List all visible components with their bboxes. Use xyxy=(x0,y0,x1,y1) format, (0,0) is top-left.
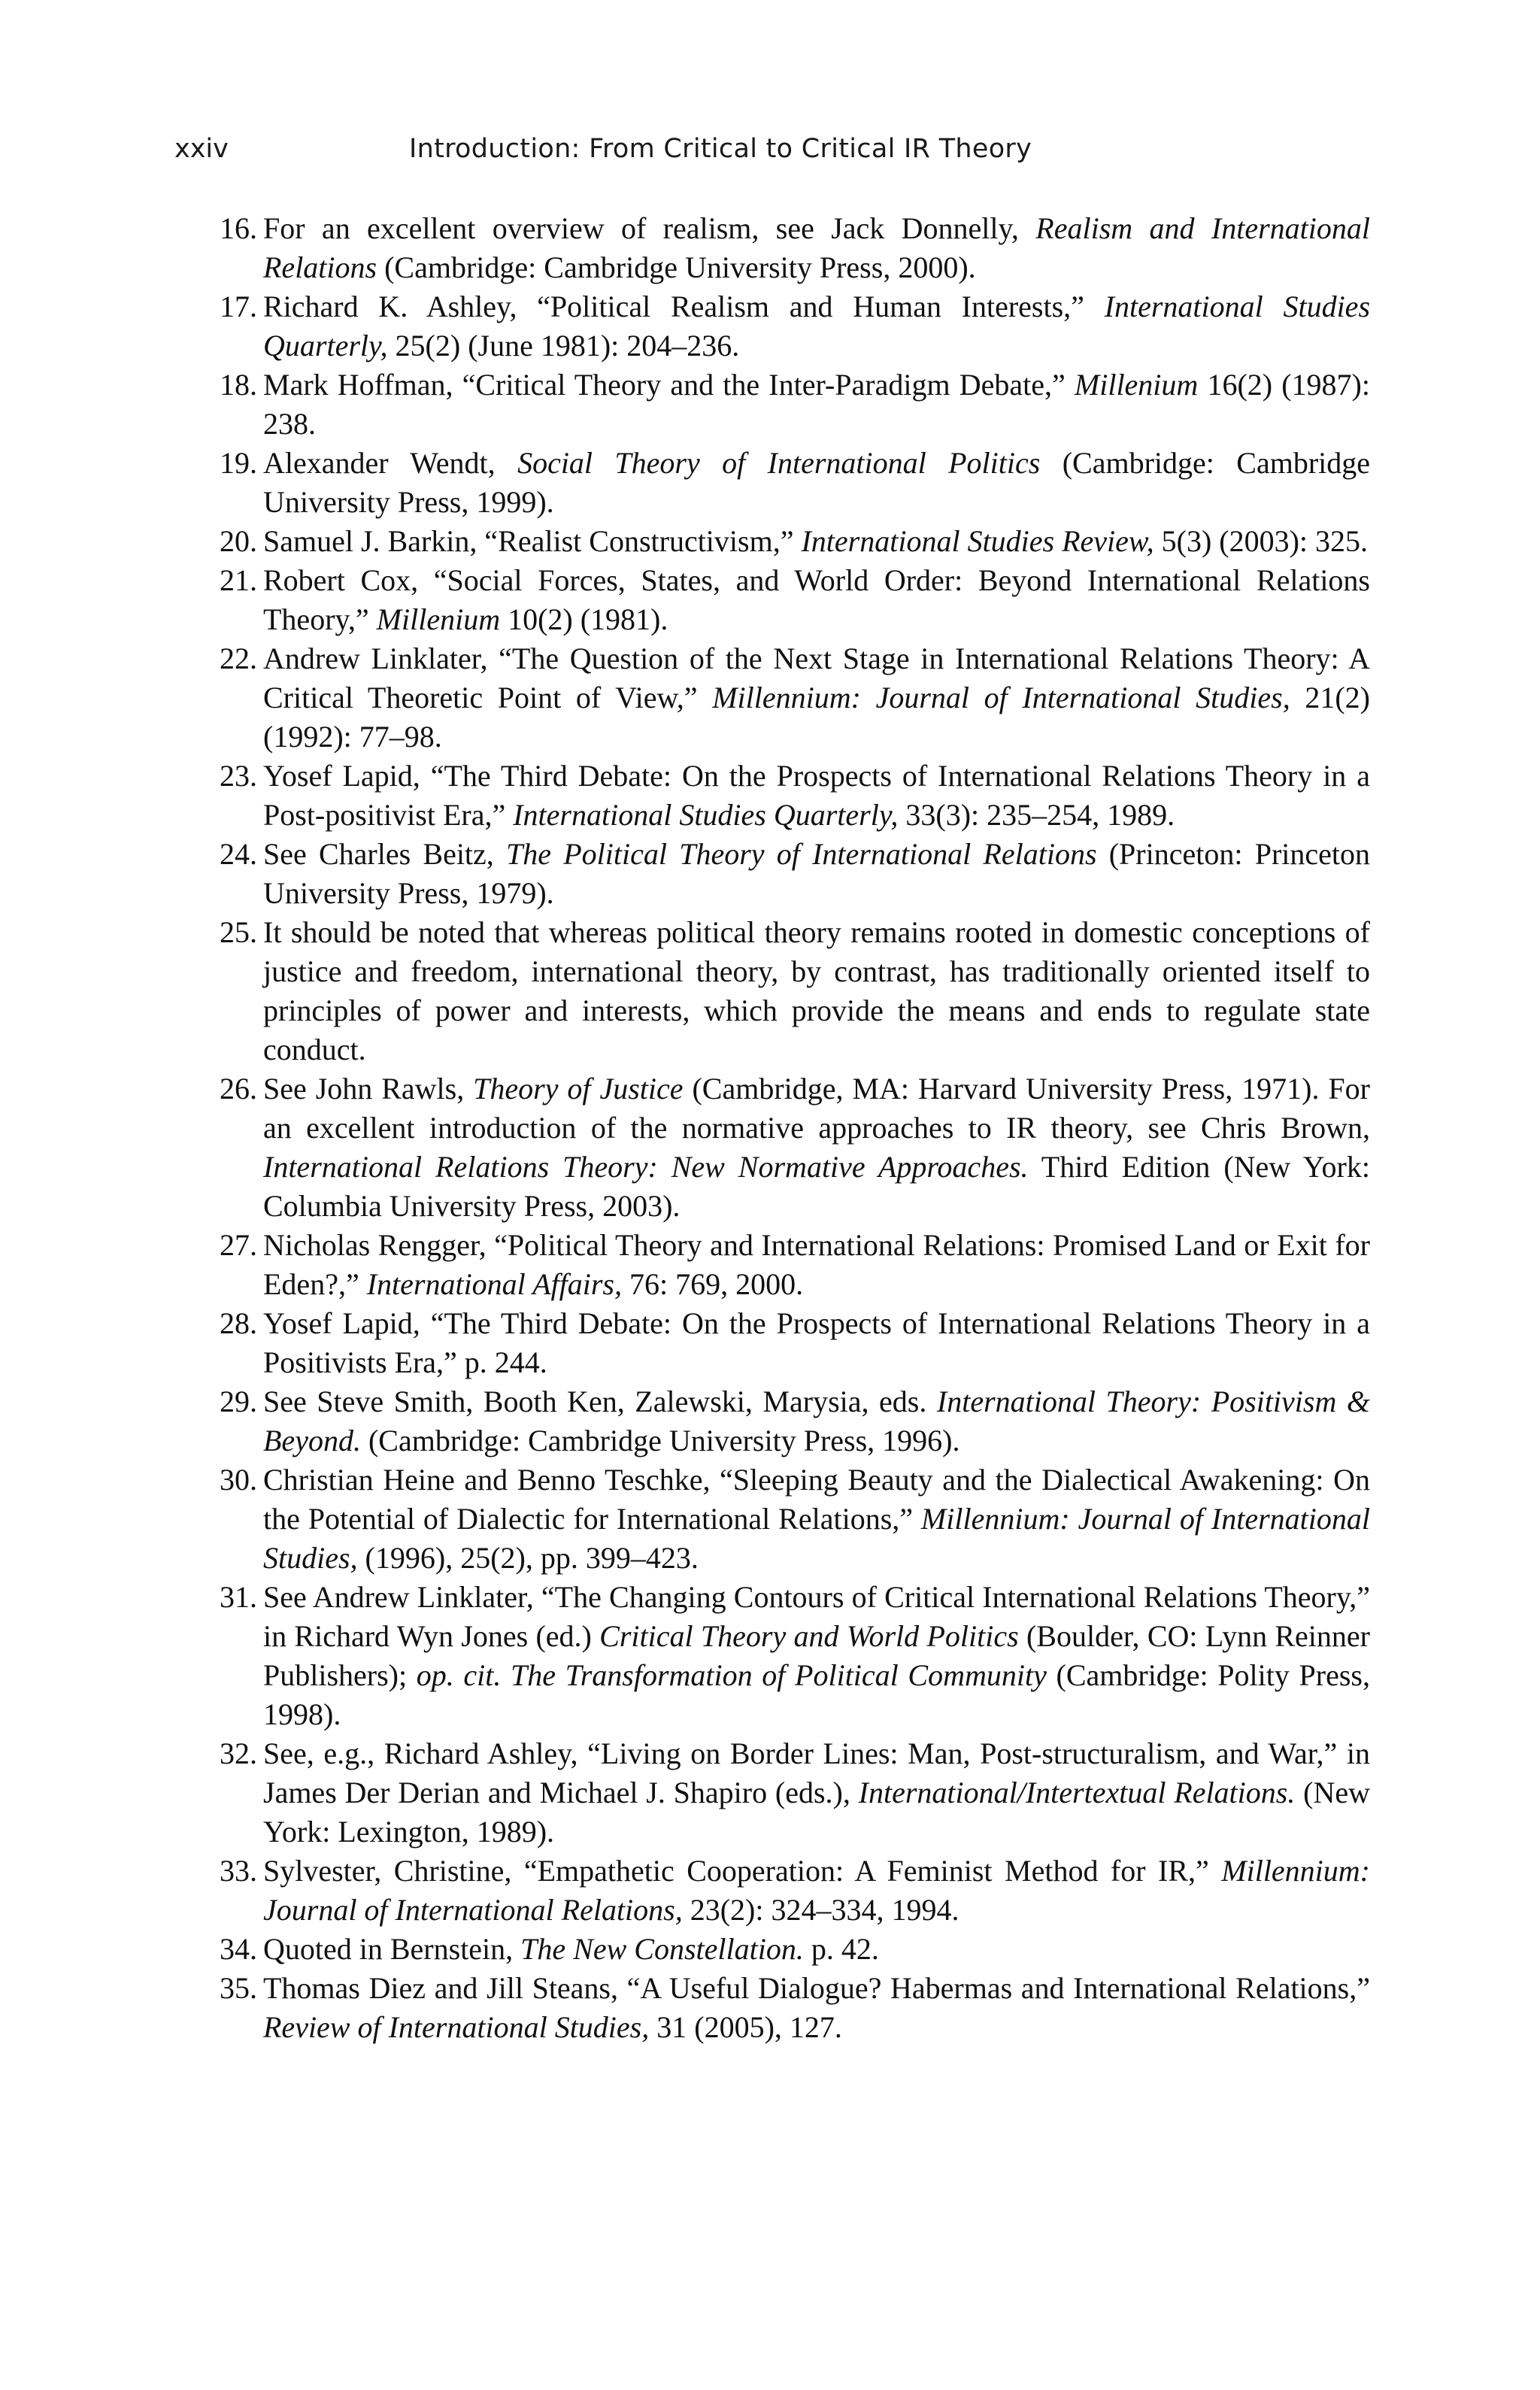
endnote-number: 32. xyxy=(220,1736,257,1770)
endnote-text-segment: p. 42. xyxy=(803,1932,879,1966)
page-number: xxiv xyxy=(174,134,229,164)
endnote-title-italic: Critical Theory and World Politics xyxy=(599,1619,1019,1653)
endnote-title-italic: International/Intertextual Relations. xyxy=(858,1776,1296,1809)
endnote-text-segment: Christian Heine and Benno Teschke, “Sleeping Beauty and the Dialectical Awakening: On the Potential of Dialectic for International Relations,” xyxy=(263,1463,1370,1536)
endnote-text xyxy=(263,209,1370,287)
endnote-text xyxy=(263,1382,1370,1460)
endnote-text xyxy=(263,522,1370,561)
endnote-17 xyxy=(174,287,1370,365)
endnote-text-segment: 76: 769, 2000. xyxy=(621,1267,804,1301)
endnote-text-segment: (Cambridge: Cambridge University Press, 1999). xyxy=(263,446,1371,519)
endnote-number: 19. xyxy=(220,446,257,480)
running-head xyxy=(174,134,1393,179)
endnote-number: 23. xyxy=(220,759,257,793)
endnote-title-italic: Millennium: Journal of International Studies, xyxy=(712,681,1290,714)
endnote-text xyxy=(263,1578,1370,1734)
endnote-text xyxy=(263,287,1370,365)
endnote-number: 29. xyxy=(220,1385,257,1418)
endnote-title-italic: Theory of Justice xyxy=(473,1072,684,1106)
endnote-text-segment: 31 (2005), 127. xyxy=(649,2010,842,2044)
endnote-title-italic: International Affairs, xyxy=(366,1267,622,1301)
endnote-text-segment: See Andrew Linklater, “The Changing Contours of Critical International Relations Theory,” in Richard Wyn Jones (ed.) xyxy=(263,1580,1370,1653)
endnote-text-segment: Third Edition (New York: Columbia University Press, 2003). xyxy=(263,1150,1370,1223)
endnote-24 xyxy=(174,835,1370,913)
running-title: Introduction: From Critical to Critical IR Theory xyxy=(409,134,1032,164)
endnote-number: 35. xyxy=(220,1971,257,2005)
endnote-title-italic: Millennium: Journal of International Studies, xyxy=(263,1502,1371,1575)
endnote-text-segment: (Cambridge: Cambridge University Press, 1996). xyxy=(360,1424,960,1457)
endnote-text xyxy=(263,1969,1370,2047)
endnote-number: 34. xyxy=(220,1932,257,1966)
endnote-title-italic: The New Constellation. xyxy=(520,1932,804,1966)
endnote-text-segment: It should be noted that whereas political theory remains rooted in domestic conceptions of justice and freedom, international theory, by contrast, has traditionally oriented itself to principles of power and interests, which provide the means and ends to regulate state conduct. xyxy=(263,915,1370,1066)
endnote-text-segment: 5(3) (2003): 325. xyxy=(1153,524,1369,558)
endnote-text-segment: 21(2) (1992): 77–98. xyxy=(263,681,1370,754)
endnote-text-segment: Andrew Linklater, “The Question of the Next Stage in International Relations Theory: A Critical Theoretic Point of View,” xyxy=(263,641,1370,714)
endnote-text xyxy=(263,835,1370,913)
endnote-title-italic: Millennium: Journal of International Relations, xyxy=(263,1854,1370,1927)
endnote-title-italic: op. cit. The Transformation of Political Community xyxy=(416,1658,1047,1692)
endnote-text-segment: Alexander Wendt, xyxy=(263,446,518,480)
endnote-text-segment: (Princeton: Princeton University Press, 1979). xyxy=(263,837,1370,910)
endnote-text-segment: Yosef Lapid, “The Third Debate: On the Prospects of International Relations Theory in a Positivists Era,” p. 244. xyxy=(263,1306,1370,1379)
endnote-28 xyxy=(174,1304,1370,1382)
endnote-text-segment: See John Rawls, xyxy=(263,1072,474,1106)
endnote-number: 27. xyxy=(220,1228,257,1262)
endnote-text-segment: Robert Cox, “Social Forces, States, and World Order: Beyond International Relations Theory,” xyxy=(263,563,1370,636)
endnote-title-italic: Social Theory of International Politics xyxy=(517,446,1041,480)
endnote-number: 26. xyxy=(220,1072,257,1106)
endnote-29 xyxy=(174,1382,1370,1460)
endnote-text-segment: 33(3): 235–254, 1989. xyxy=(898,798,1175,832)
endnote-number: 18. xyxy=(220,368,257,402)
endnote-text-segment: (1996), 25(2), pp. 399–423. xyxy=(357,1541,699,1575)
endnote-text-segment: Mark Hoffman, “Critical Theory and the Inter-Paradigm Debate,” xyxy=(263,368,1075,402)
endnote-27 xyxy=(174,1226,1370,1304)
endnote-title-italic: Millenium xyxy=(376,602,501,636)
endnote-33 xyxy=(174,1852,1370,1930)
endnote-number: 24. xyxy=(220,837,257,871)
endnote-text-segment: 16(2) (1987): 238. xyxy=(263,368,1370,441)
endnote-text-segment: Sylvester, Christine, “Empathetic Cooperation: A Feminist Method for IR,” xyxy=(263,1854,1222,1888)
endnote-text xyxy=(263,1069,1370,1226)
endnote-text-segment: (Cambridge: Cambridge University Press, 2000). xyxy=(377,250,976,284)
endnote-text-segment: (Boulder, CO: Lynn Reinner Publishers); xyxy=(263,1619,1370,1692)
endnote-title-italic: The Political Theory of International Relations xyxy=(506,837,1097,871)
endnote-32 xyxy=(174,1734,1370,1852)
endnote-title-italic: Millenium xyxy=(1074,368,1199,402)
endnote-title-italic: International Theory: Positivism & Beyond. xyxy=(263,1385,1371,1457)
endnote-title-italic: International Studies Review, xyxy=(801,524,1154,558)
endnote-22 xyxy=(174,639,1370,757)
endnote-text-segment: Nicholas Rengger, “Political Theory and International Relations: Promised Land or Exit for Eden?,” xyxy=(263,1228,1370,1301)
endnote-number: 31. xyxy=(220,1580,257,1614)
endnote-text-segment: (Cambridge, MA: Harvard University Press, 1971). For an excellent introduction of the normative approaches to IR theory, see Chris Brown, xyxy=(263,1072,1370,1145)
endnote-18 xyxy=(174,365,1370,444)
endnote-text xyxy=(263,1460,1370,1578)
endnote-text xyxy=(263,1304,1370,1382)
endnote-text xyxy=(263,1852,1370,1930)
endnote-title-italic: Review of International Studies, xyxy=(263,2010,650,2044)
endnote-title-italic: International Studies Quarterly, xyxy=(263,290,1371,362)
endnote-text-segment: Richard K. Ashley, “Political Realism and Human Interests,” xyxy=(263,290,1105,323)
endnote-number: 22. xyxy=(220,641,257,675)
endnote-text-segment: 10(2) (1981). xyxy=(500,602,668,636)
endnote-20 xyxy=(174,522,1370,561)
endnote-text-segment: For an excellent overview of realism, see Jack Donnelly, xyxy=(263,211,1036,245)
endnote-text-segment: See Charles Beitz, xyxy=(263,837,507,871)
endnote-number: 20. xyxy=(220,524,257,558)
endnote-number: 33. xyxy=(220,1854,257,1888)
endnote-text xyxy=(263,757,1370,835)
endnote-number: 28. xyxy=(220,1306,257,1340)
endnote-number: 16. xyxy=(220,211,257,245)
endnote-number: 30. xyxy=(220,1463,257,1497)
endnote-16 xyxy=(174,209,1370,287)
endnote-25 xyxy=(174,913,1370,1069)
endnote-text xyxy=(263,639,1370,757)
endnote-text xyxy=(263,365,1370,444)
endnote-text-segment: 23(2): 324–334, 1994. xyxy=(682,1893,959,1927)
endnote-title-italic: International Studies Quarterly, xyxy=(513,798,899,832)
endnote-number: 17. xyxy=(220,290,257,323)
endnote-text-segment: (New York: Lexington, 1989). xyxy=(263,1776,1370,1849)
endnote-text xyxy=(263,1930,1370,1969)
endnote-text xyxy=(263,1226,1370,1304)
endnote-text-segment: Quoted in Bernstein, xyxy=(263,1932,521,1966)
endnote-text-segment: 25(2) (June 1981): 204–236. xyxy=(387,329,740,362)
endnote-26 xyxy=(174,1069,1370,1226)
endnote-title-italic: Realism and International Relations xyxy=(263,211,1370,284)
endnote-number: 21. xyxy=(220,563,257,597)
endnote-text-segment: Samuel J. Barkin, “Realist Constructivism,” xyxy=(263,524,802,558)
endnote-text-segment: See Steve Smith, Booth Ken, Zalewski, Marysia, eds. xyxy=(263,1385,937,1418)
endnote-text xyxy=(263,913,1370,1069)
endnote-number: 25. xyxy=(220,915,257,949)
endnote-text xyxy=(263,1734,1370,1852)
endnote-35 xyxy=(174,1969,1370,2047)
endnote-text-segment: See, e.g., Richard Ashley, “Living on Border Lines: Man, Post-structuralism, and War,” in James Der Derian and Michael J. Shapiro (eds.), xyxy=(263,1736,1370,1809)
endnote-31 xyxy=(174,1578,1370,1734)
endnote-text xyxy=(263,561,1370,639)
endnote-text xyxy=(263,444,1370,522)
endnote-text-segment: (Cambridge: Polity Press, 1998). xyxy=(263,1658,1370,1731)
endnote-34 xyxy=(174,1930,1370,1969)
endnote-19 xyxy=(174,444,1370,522)
endnote-text-segment: Yosef Lapid, “The Third Debate: On the Prospects of International Relations Theory in a Post-positivist Era,” xyxy=(263,759,1370,832)
endnote-text-segment: Thomas Diez and Jill Steans, “A Useful Dialogue? Habermas and International Relations,” xyxy=(263,1971,1370,2005)
endnote-title-italic: International Relations Theory: New Normative Approaches. xyxy=(263,1150,1029,1184)
endnote-30 xyxy=(174,1460,1370,1578)
endnotes-list xyxy=(174,209,1370,2047)
endnote-23 xyxy=(174,757,1370,835)
endnote-21 xyxy=(174,561,1370,639)
